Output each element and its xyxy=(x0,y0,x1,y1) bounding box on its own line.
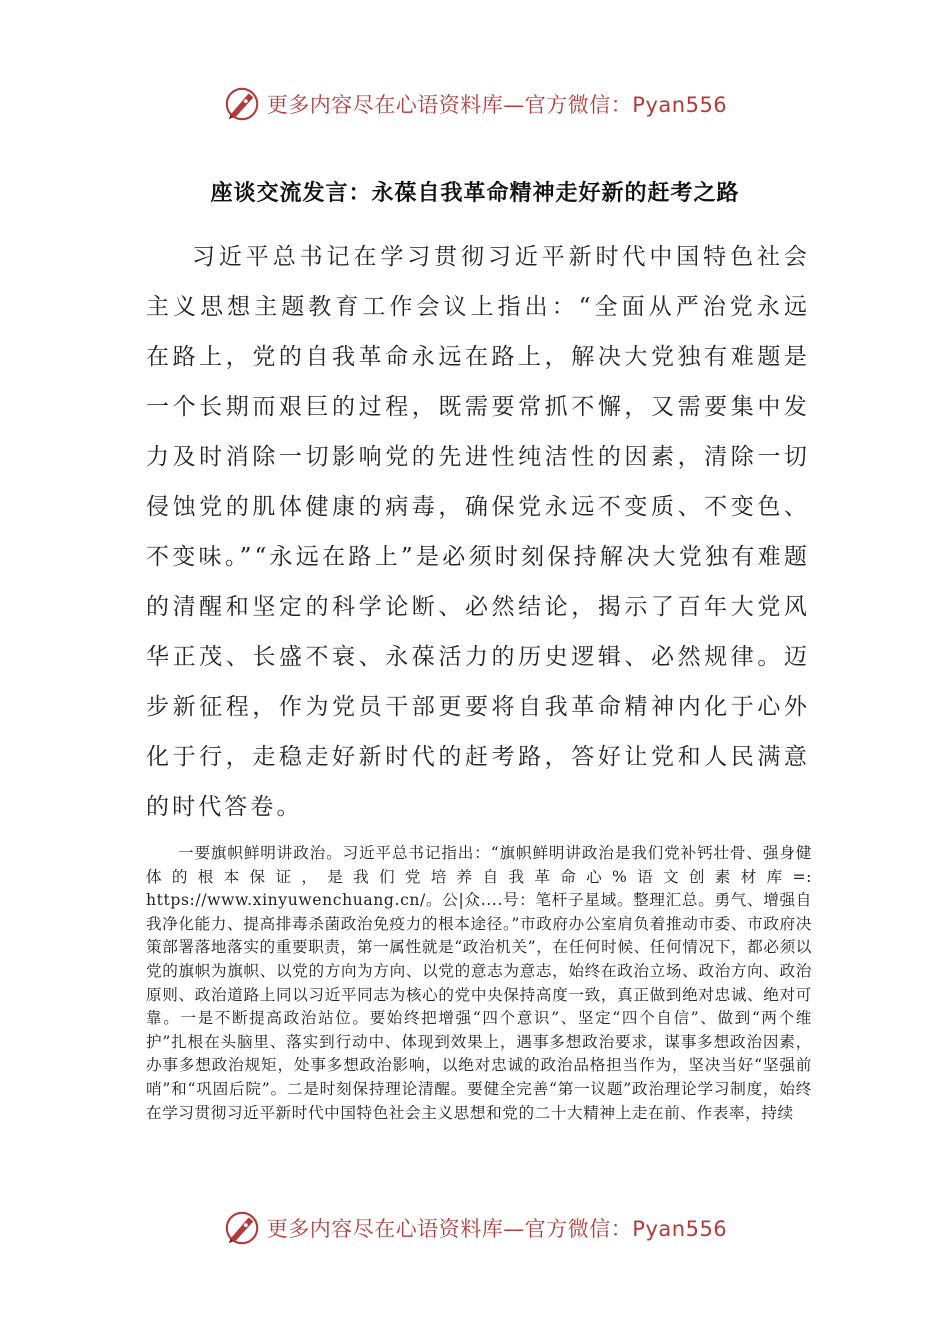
document-title: 座谈交流发言：永葆自我革命精神走好新的赶考之路 xyxy=(210,180,740,206)
pen-nib-logo-icon xyxy=(223,85,261,123)
intro-section xyxy=(146,232,810,832)
section-one xyxy=(146,842,812,1125)
pen-nib-logo-icon xyxy=(223,1209,261,1247)
footer-banner xyxy=(0,1206,950,1250)
section-paragraph: 一要旗帜鲜明讲政治。习近平总书记指出：“旗帜鲜明讲政治是我们党补钙壮骨、强身健体的根本保证，是我们党培养自我革命心%语文创素材库=: https://www.xinyuwenchuang.cn/。公|众....号：笔杆子星域。整理汇总。勇气、增强自我净化能力、提高排毒杀菌政治免疫力的根本途径。”市政府办公室肩负着推动市委、市政府决策部署落地落实的重要职责，第一属性就是“政治机关”，在任何时候、任何情况下，都必须以党的旗帜为旗帜、以党的方向为方向、以党的意志为意志，始终在政治立场、政治方向、政治原则、政治道路上同以习近平同志为核心的党中央保持高度一致，真正做到绝对忠诚、绝对可靠。一是不断提高政治站位。要始终把增强“四个意识”、坚定“四个自信”、做到“两个维护”扎根在头脑里、落实到行动中、体现到效果上，遇事多想政治要求，谋事多想政治因素，办事多想政治规矩，处事多想政治影响，以绝对忠诚的政治品格担当作为，坚决当好“坚强前哨”和“巩固后院”。二是时刻保持理论清醒。要健全完善“第一议题”政治理论学习制度，始终在学习贯彻习近平新时代中国特色社会主义思想和党的二十大精神上走在前、作表率，持续 xyxy=(146,844,812,1122)
header-banner xyxy=(0,82,950,126)
banner-text: 更多内容尽在心语资料库—官方微信：Pyan556 xyxy=(266,93,728,117)
banner-text: 更多内容尽在心语资料库—官方微信：Pyan556 xyxy=(266,1217,728,1241)
intro-paragraph: 习近平总书记在学习贯彻习近平新时代中国特色社会主义思想主题教育工作会议上指出：“全面从严治党永远在路上，党的自我革命永远在路上，解决大党独有难题是一个长期而艰巨的过程，既需要常抓不懈，又需要集中发力及时消除一切影响党的先进性纯洁性的因素，清除一切侵蚀党的肌体健康的病毒，确保党永远不变质、不变色、不变味。”“永远在路上”是必须时刻保持解决大党独有难题的清醒和坚定的科学论断、必然结论，揭示了百年大党风华正茂、长盛不衰、永葆活力的历史逻辑、必然规律。迈步新征程，作为党员干部更要将自我革命精神内化于心外化于行，走稳走好新时代的赶考路，答好让党和人民满意的时代答卷。 xyxy=(146,244,810,820)
